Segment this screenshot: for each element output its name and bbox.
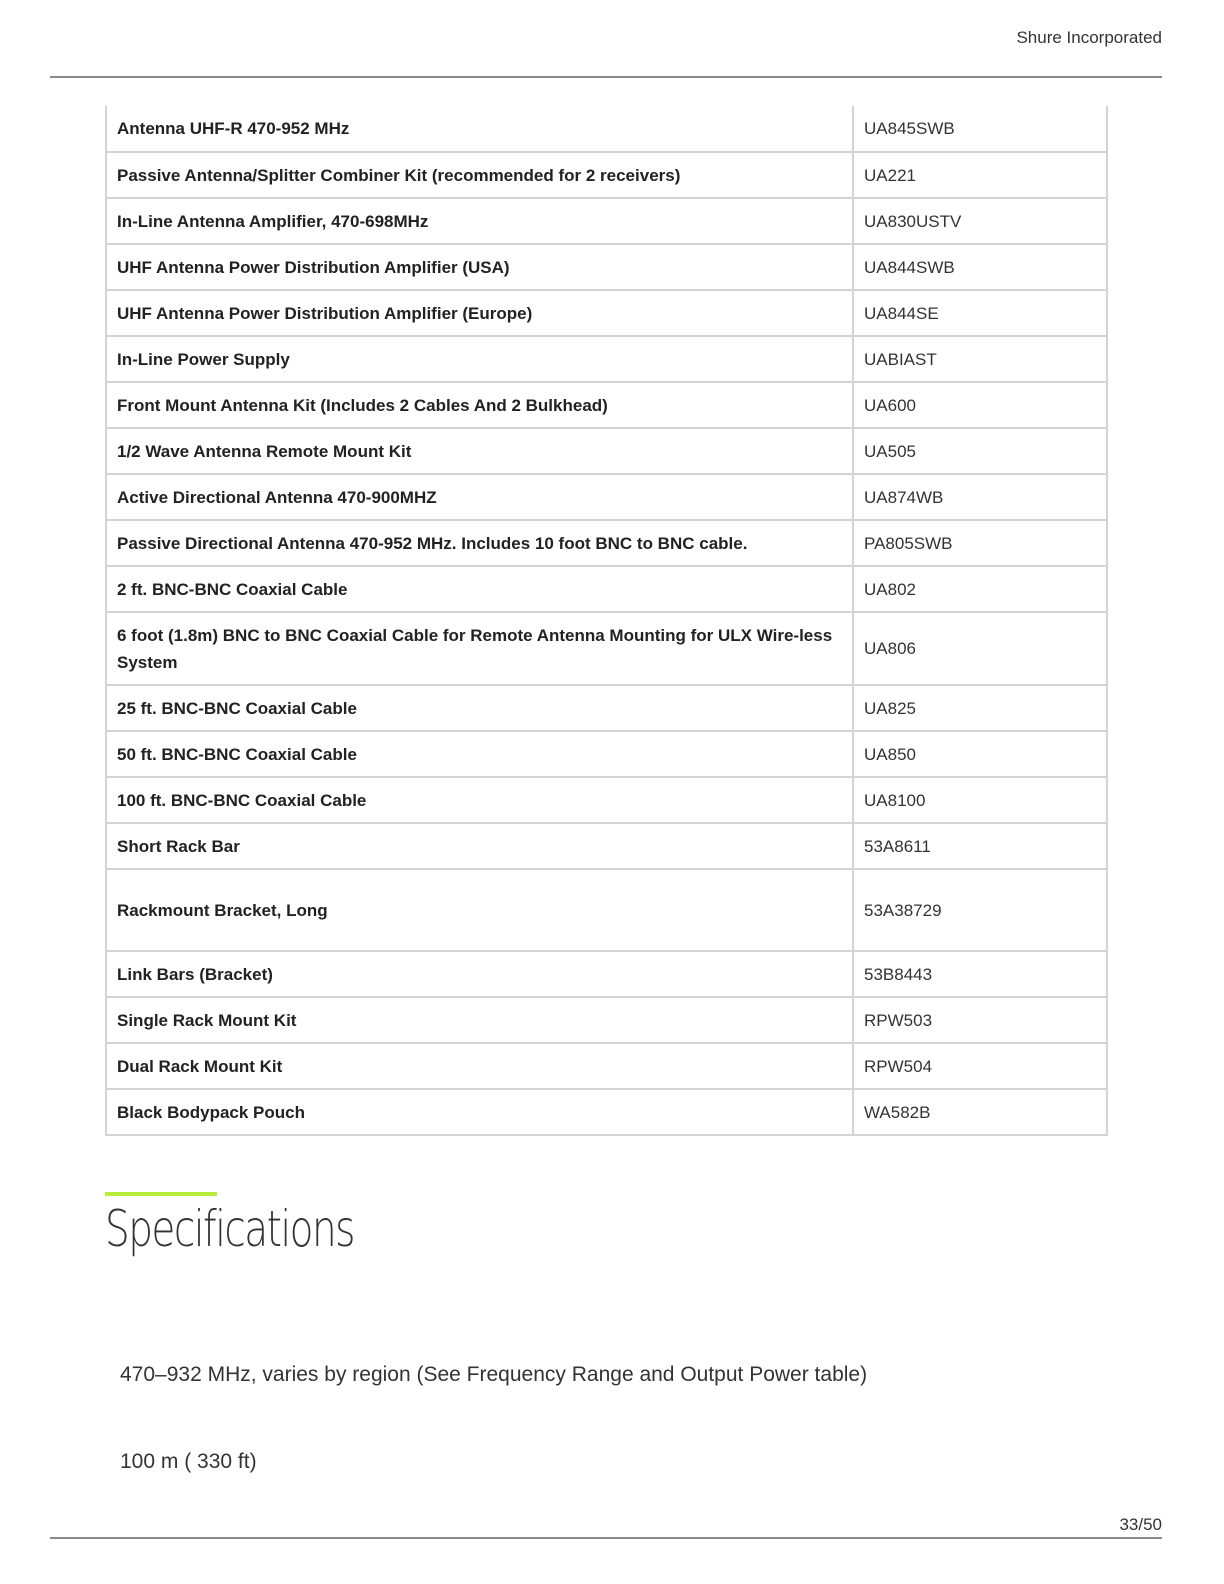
table-row: [106, 731, 1107, 777]
part-number: UA505: [853, 428, 1107, 474]
accessory-description: Passive Directional Antenna 470-952 MHz. Includes 10 foot BNC to BNC cable.: [106, 520, 853, 566]
table-row: [106, 997, 1107, 1043]
section-accent-bar: [105, 1192, 217, 1196]
table-row: [106, 428, 1107, 474]
accessory-description: Link Bars (Bracket): [106, 951, 853, 997]
table-row: [106, 685, 1107, 731]
table-row: [106, 777, 1107, 823]
part-number: UA850: [853, 731, 1107, 777]
part-number: UA8100: [853, 777, 1107, 823]
accessories-table: [105, 106, 1108, 1136]
accessory-description: 25 ft. BNC-BNC Coaxial Cable: [106, 685, 853, 731]
accessory-description: 1/2 Wave Antenna Remote Mount Kit: [106, 428, 853, 474]
page-number: 33/50: [1119, 1515, 1162, 1534]
part-number: 53A8611: [853, 823, 1107, 869]
accessory-description: Dual Rack Mount Kit: [106, 1043, 853, 1089]
accessory-description: 100 ft. BNC-BNC Coaxial Cable: [106, 777, 853, 823]
part-number: UA825: [853, 685, 1107, 731]
table-row: [106, 1089, 1107, 1135]
table-row: [106, 869, 1107, 951]
table-row: [106, 951, 1107, 997]
part-number: UABIAST: [853, 336, 1107, 382]
accessory-description: Front Mount Antenna Kit (Includes 2 Cables And 2 Bulkhead): [106, 382, 853, 428]
part-number: UA802: [853, 566, 1107, 612]
section-title: Specifications: [105, 1200, 354, 1258]
footer-divider: [50, 1537, 1162, 1539]
part-number: UA874WB: [853, 474, 1107, 520]
part-number: 53A38729: [853, 869, 1107, 951]
table-row: [106, 244, 1107, 290]
part-number: RPW504: [853, 1043, 1107, 1089]
accessory-description: In-Line Antenna Amplifier, 470-698MHz: [106, 198, 853, 244]
accessory-description: 6 foot (1.8m) BNC to BNC Coaxial Cable for Remote Antenna Mounting for ULX Wire-less System: [106, 612, 853, 685]
accessory-description: UHF Antenna Power Distribution Amplifier (Europe): [106, 290, 853, 336]
table-row: [106, 382, 1107, 428]
accessory-description: UHF Antenna Power Distribution Amplifier (USA): [106, 244, 853, 290]
accessory-description: Short Rack Bar: [106, 823, 853, 869]
table-row: [106, 566, 1107, 612]
part-number: RPW503: [853, 997, 1107, 1043]
table-row: [106, 106, 1107, 152]
accessory-description: 50 ft. BNC-BNC Coaxial Cable: [106, 731, 853, 777]
part-number: UA221: [853, 152, 1107, 198]
header-company-name: Shure Incorporated: [1016, 28, 1162, 47]
part-number: PA805SWB: [853, 520, 1107, 566]
table-row: [106, 336, 1107, 382]
part-number: UA844SE: [853, 290, 1107, 336]
accessory-description: Passive Antenna/Splitter Combiner Kit (recommended for 2 receivers): [106, 152, 853, 198]
table-row: [106, 612, 1107, 685]
spec-working-range: 100 m ( 330 ft): [120, 1450, 257, 1473]
part-number: 53B8443: [853, 951, 1107, 997]
accessory-description: Single Rack Mount Kit: [106, 997, 853, 1043]
part-number: UA845SWB: [853, 106, 1107, 152]
part-number: UA600: [853, 382, 1107, 428]
accessory-description: Black Bodypack Pouch: [106, 1089, 853, 1135]
table-row: [106, 198, 1107, 244]
accessory-description: In-Line Power Supply: [106, 336, 853, 382]
accessory-description: 2 ft. BNC-BNC Coaxial Cable: [106, 566, 853, 612]
table-row: [106, 1043, 1107, 1089]
table-row: [106, 823, 1107, 869]
header-divider: [50, 76, 1162, 78]
part-number: UA830USTV: [853, 198, 1107, 244]
accessory-description: Rackmount Bracket, Long: [106, 869, 853, 951]
accessory-description: Active Directional Antenna 470-900MHZ: [106, 474, 853, 520]
part-number: UA844SWB: [853, 244, 1107, 290]
part-number: UA806: [853, 612, 1107, 685]
table-row: [106, 152, 1107, 198]
accessory-description: Antenna UHF-R 470-952 MHz: [106, 106, 853, 152]
spec-frequency-range: 470–932 MHz, varies by region (See Frequency Range and Output Power table): [120, 1363, 868, 1386]
table-row: [106, 474, 1107, 520]
part-number: WA582B: [853, 1089, 1107, 1135]
table-row: [106, 290, 1107, 336]
table-row: [106, 520, 1107, 566]
